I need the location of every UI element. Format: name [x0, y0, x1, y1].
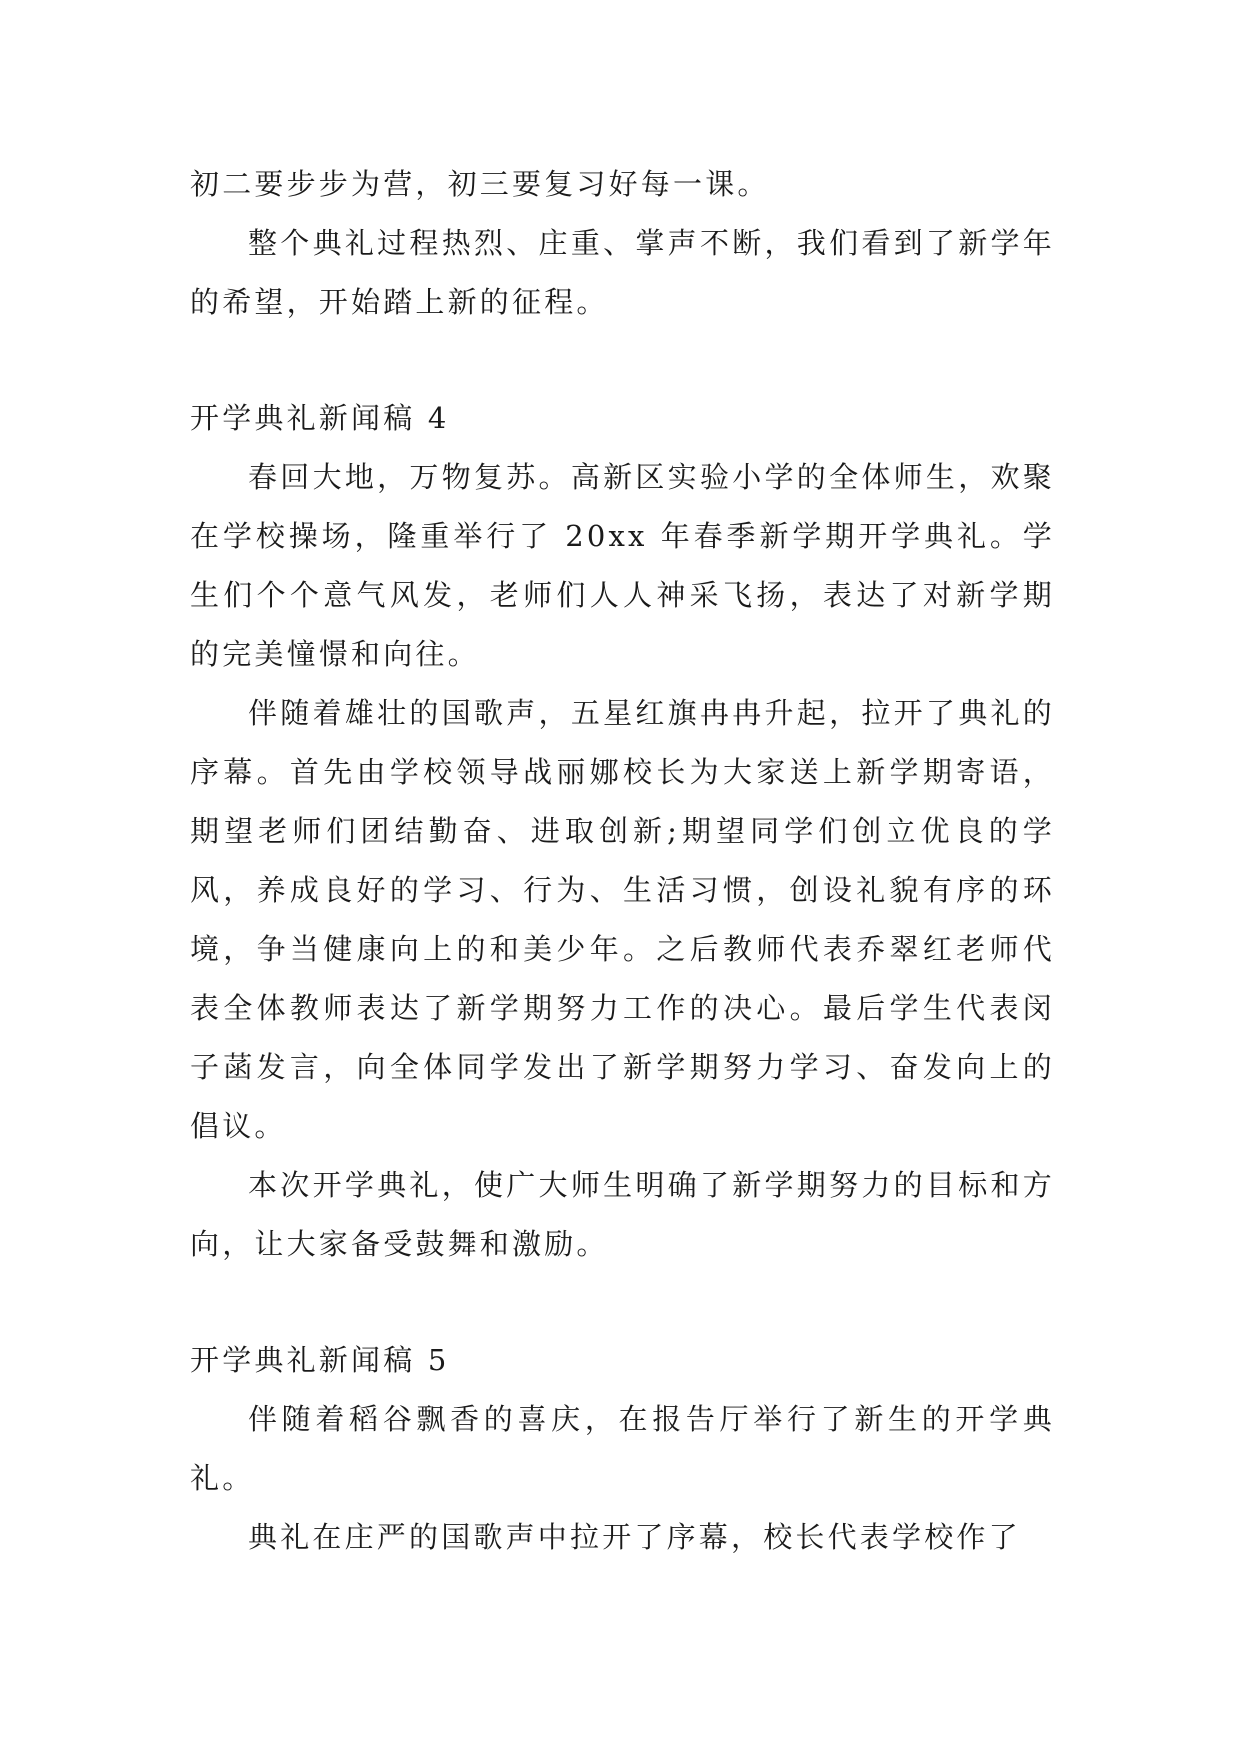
paragraph: 春回大地，万物复苏。高新区实验小学的全体师生，欢聚在学校操场，隆重举行了 20xx 年春季新学期开学典礼。学生们个个意气风发，老师们人人神采飞扬，表达了对新学期的完美憧憬和向往。: [190, 460, 1055, 671]
document-page: [190, 155, 1055, 1567]
paragraph: 伴随着稻谷飘香的喜庆，在报告厅举行了新生的开学典礼。: [190, 1402, 1055, 1495]
paragraph: 本次开学典礼，使广大师生明确了新学期努力的目标和方向，让大家备受鼓舞和激励。: [190, 1168, 1055, 1261]
paragraph-continued: 初二要步步为营，初三要复习好每一课。: [190, 167, 770, 201]
paragraph: 典礼在庄严的国歌声中拉开了序幕，校长代表学校作了: [248, 1520, 1021, 1554]
section-heading-4: 开学典礼新闻稿 4: [190, 401, 450, 435]
paragraph: 整个典礼过程热烈、庄重、掌声不断，我们看到了新学年的希望，开始踏上新的征程。: [190, 226, 1055, 319]
section-heading-5: 开学典礼新闻稿 5: [190, 1343, 450, 1377]
paragraph: 伴随着雄壮的国歌声，五星红旗冉冉升起，拉开了典礼的序幕。首先由学校领导战丽娜校长为大家送上新学期寄语，期望老师们团结勤奋、进取创新;期望同学们创立优良的学风，养成良好的学习、行为、生活习惯，创设礼貌有序的环境，争当健康向上的和美少年。之后教师代表乔翠红老师代表全体教师表达了新学期努力工作的决心。最后学生代表闵子菡发言，向全体同学发出了新学期努力学习、奋发向上的倡议。: [190, 696, 1055, 1143]
